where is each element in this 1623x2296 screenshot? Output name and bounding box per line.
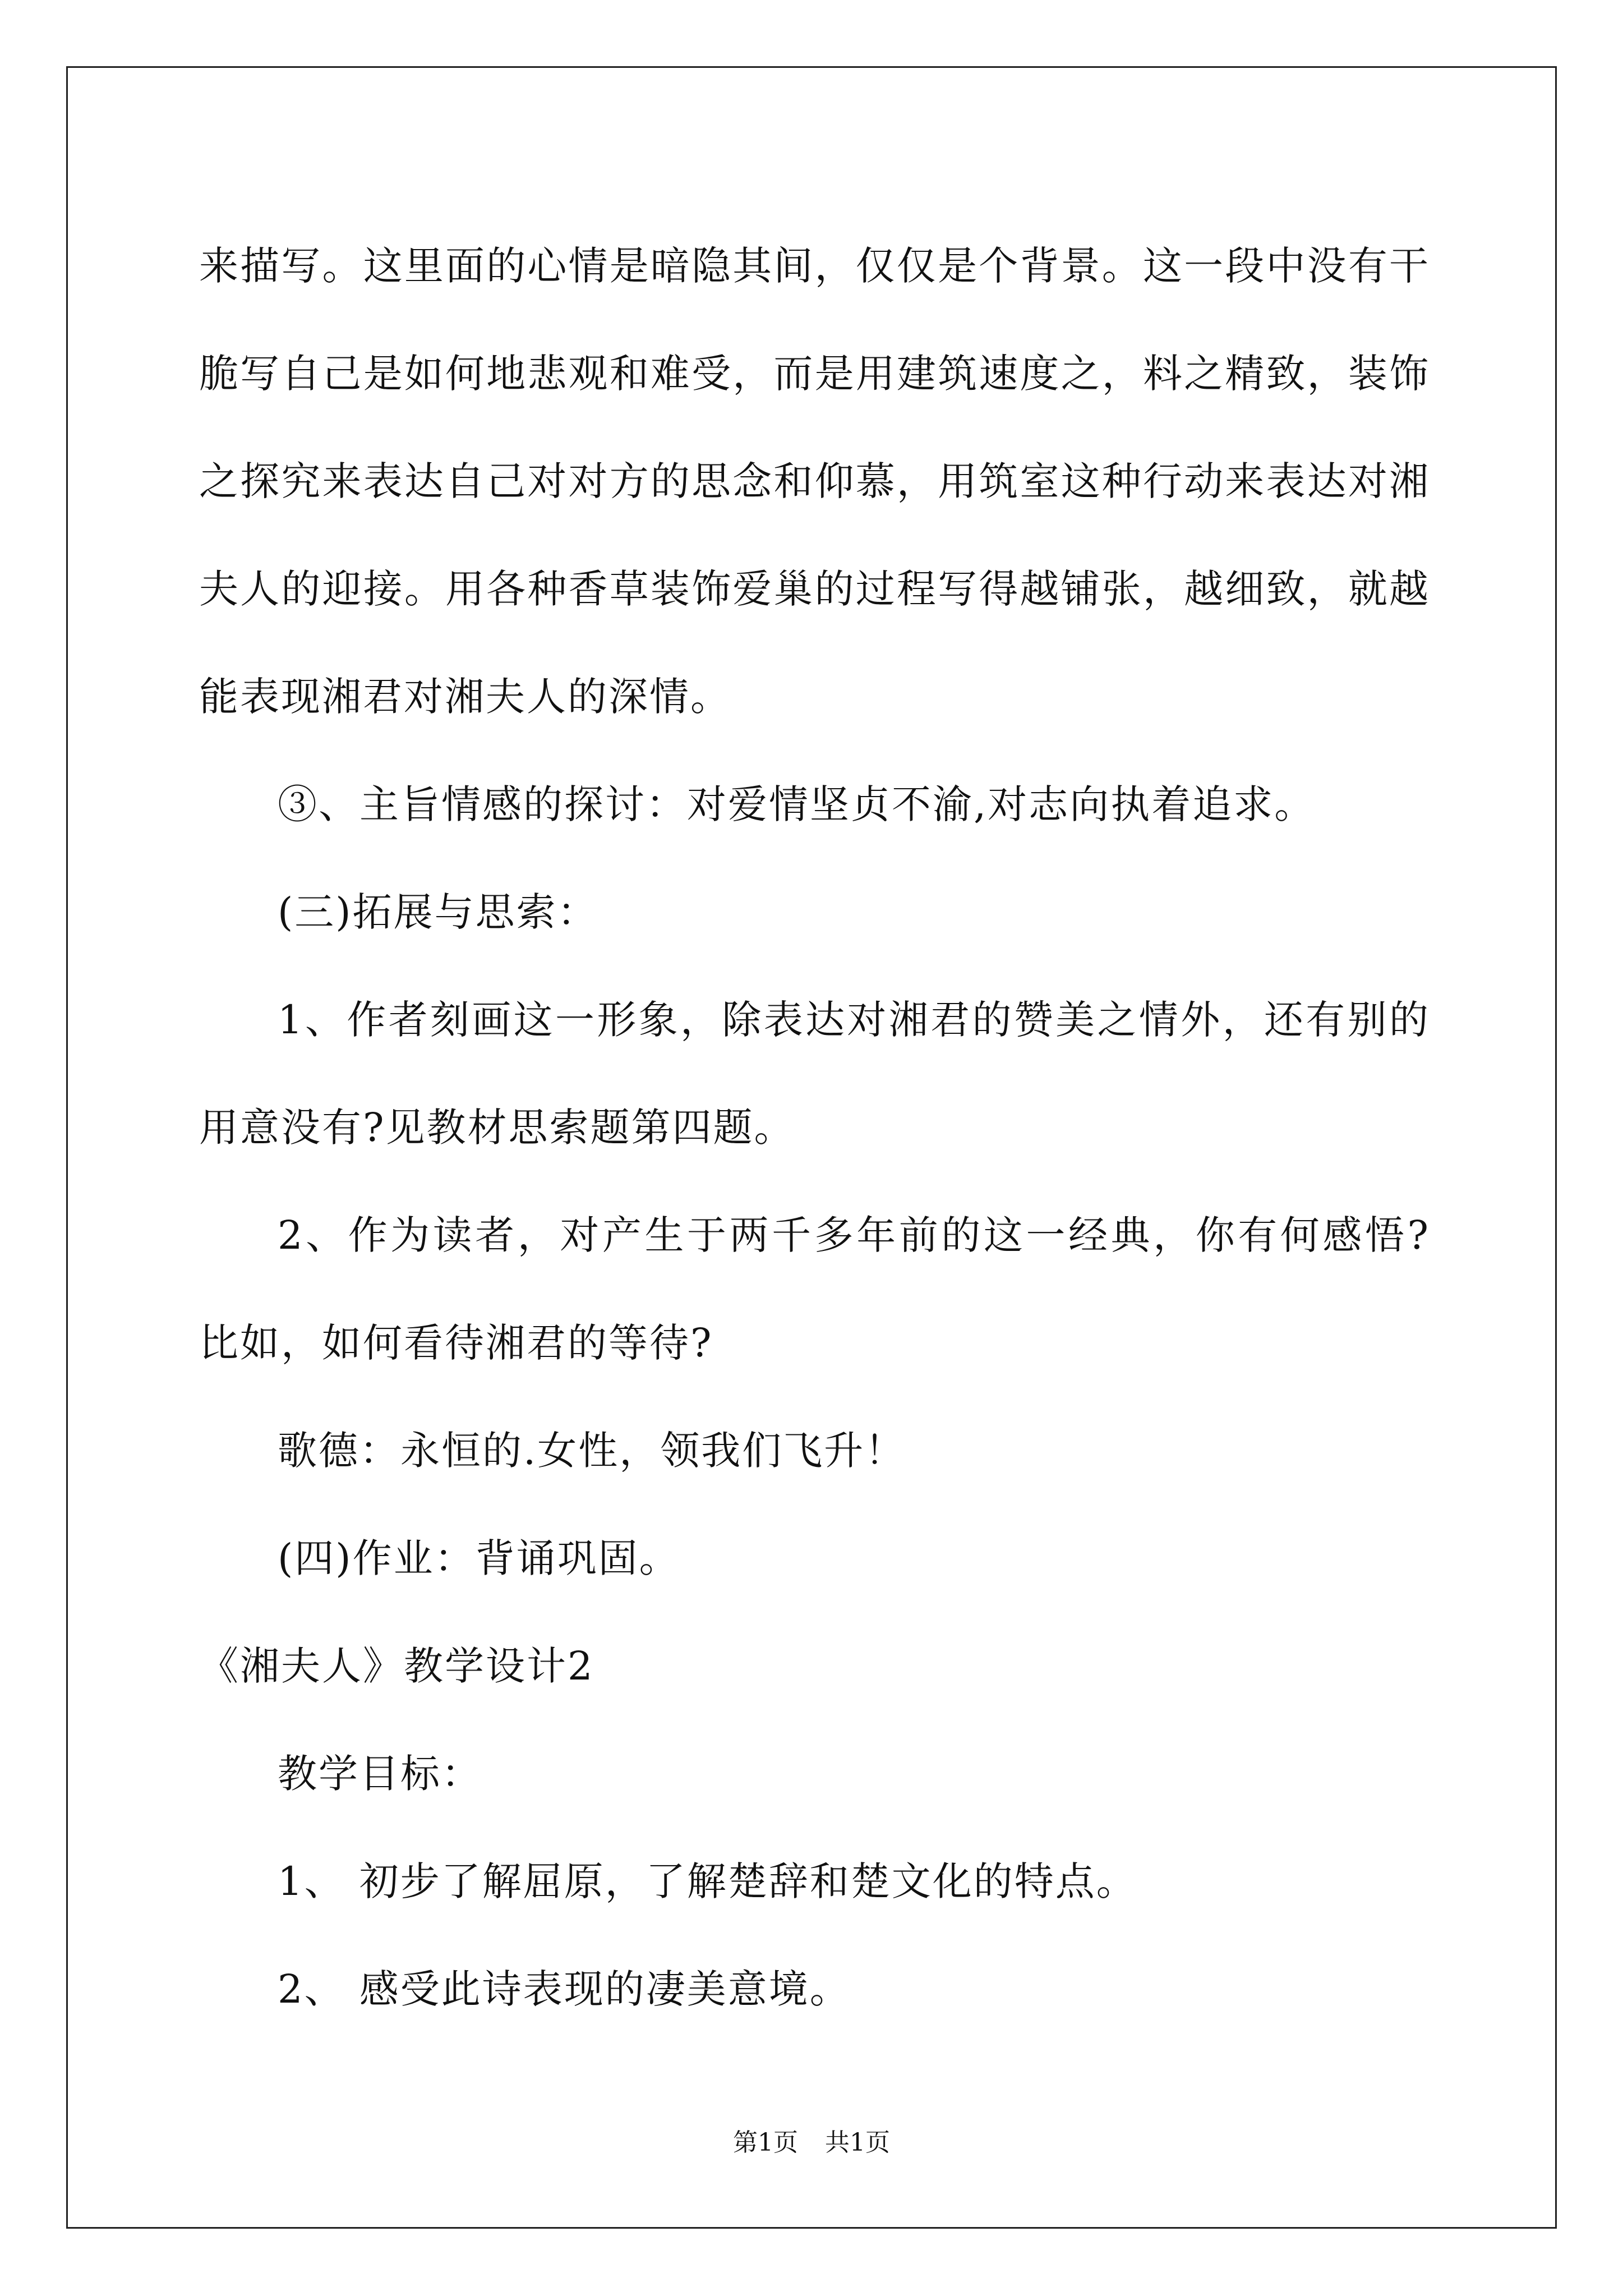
paragraph-9: 教学目标： bbox=[278, 1751, 482, 1797]
paragraph-2: ③、主旨情感的探讨：对爱情坚贞不渝,对志向执着追求。 bbox=[278, 781, 1316, 827]
paragraph-6: 歌德：永恒的.女性，领我们飞升！ bbox=[278, 1428, 906, 1474]
paragraph-10: 1、 初步了解屈原，了解楚辞和楚文化的特点。 bbox=[278, 1858, 1137, 1904]
paragraph-4: 1、作者刻画这一形象，除表达对湘君的赞美之情外，还有别的用意没有?见教材思索题第四题。 bbox=[199, 997, 1430, 1151]
paragraph-11: 2、 感受此诗表现的凄美意境。 bbox=[278, 1966, 851, 2012]
page-footer bbox=[0, 2126, 1623, 2160]
paragraph-1: 来描写。这里面的心情是暗隐其间，仅仅是个背景。这一段中没有干脆写自己是如何地悲观和难受，而是用建筑速度之，料之精致，装饰之探究来表达自己对对方的思念和仰慕，用筑室这种行动来表达对湘夫人的迎接。用各种香草装饰爱巢的过程写得越铺张，越细致，就越能表现湘君对湘夫人的深情。 bbox=[199, 243, 1430, 720]
paragraph-7: (四)作业：背诵巩固。 bbox=[278, 1535, 680, 1581]
page-total: 共1页 bbox=[825, 2128, 890, 2157]
document-body bbox=[199, 212, 1430, 2043]
paragraph-3: (三)拓展与思索： bbox=[278, 889, 598, 935]
page-number: 第1页 bbox=[733, 2128, 798, 2157]
paragraph-5: 2、作为读者，对产生于两千多年前的这一经典，你有何感悟?比如，如何看待湘君的等待? bbox=[199, 1212, 1430, 1366]
section-heading: 《湘夫人》教学设计2 bbox=[199, 1643, 594, 1689]
